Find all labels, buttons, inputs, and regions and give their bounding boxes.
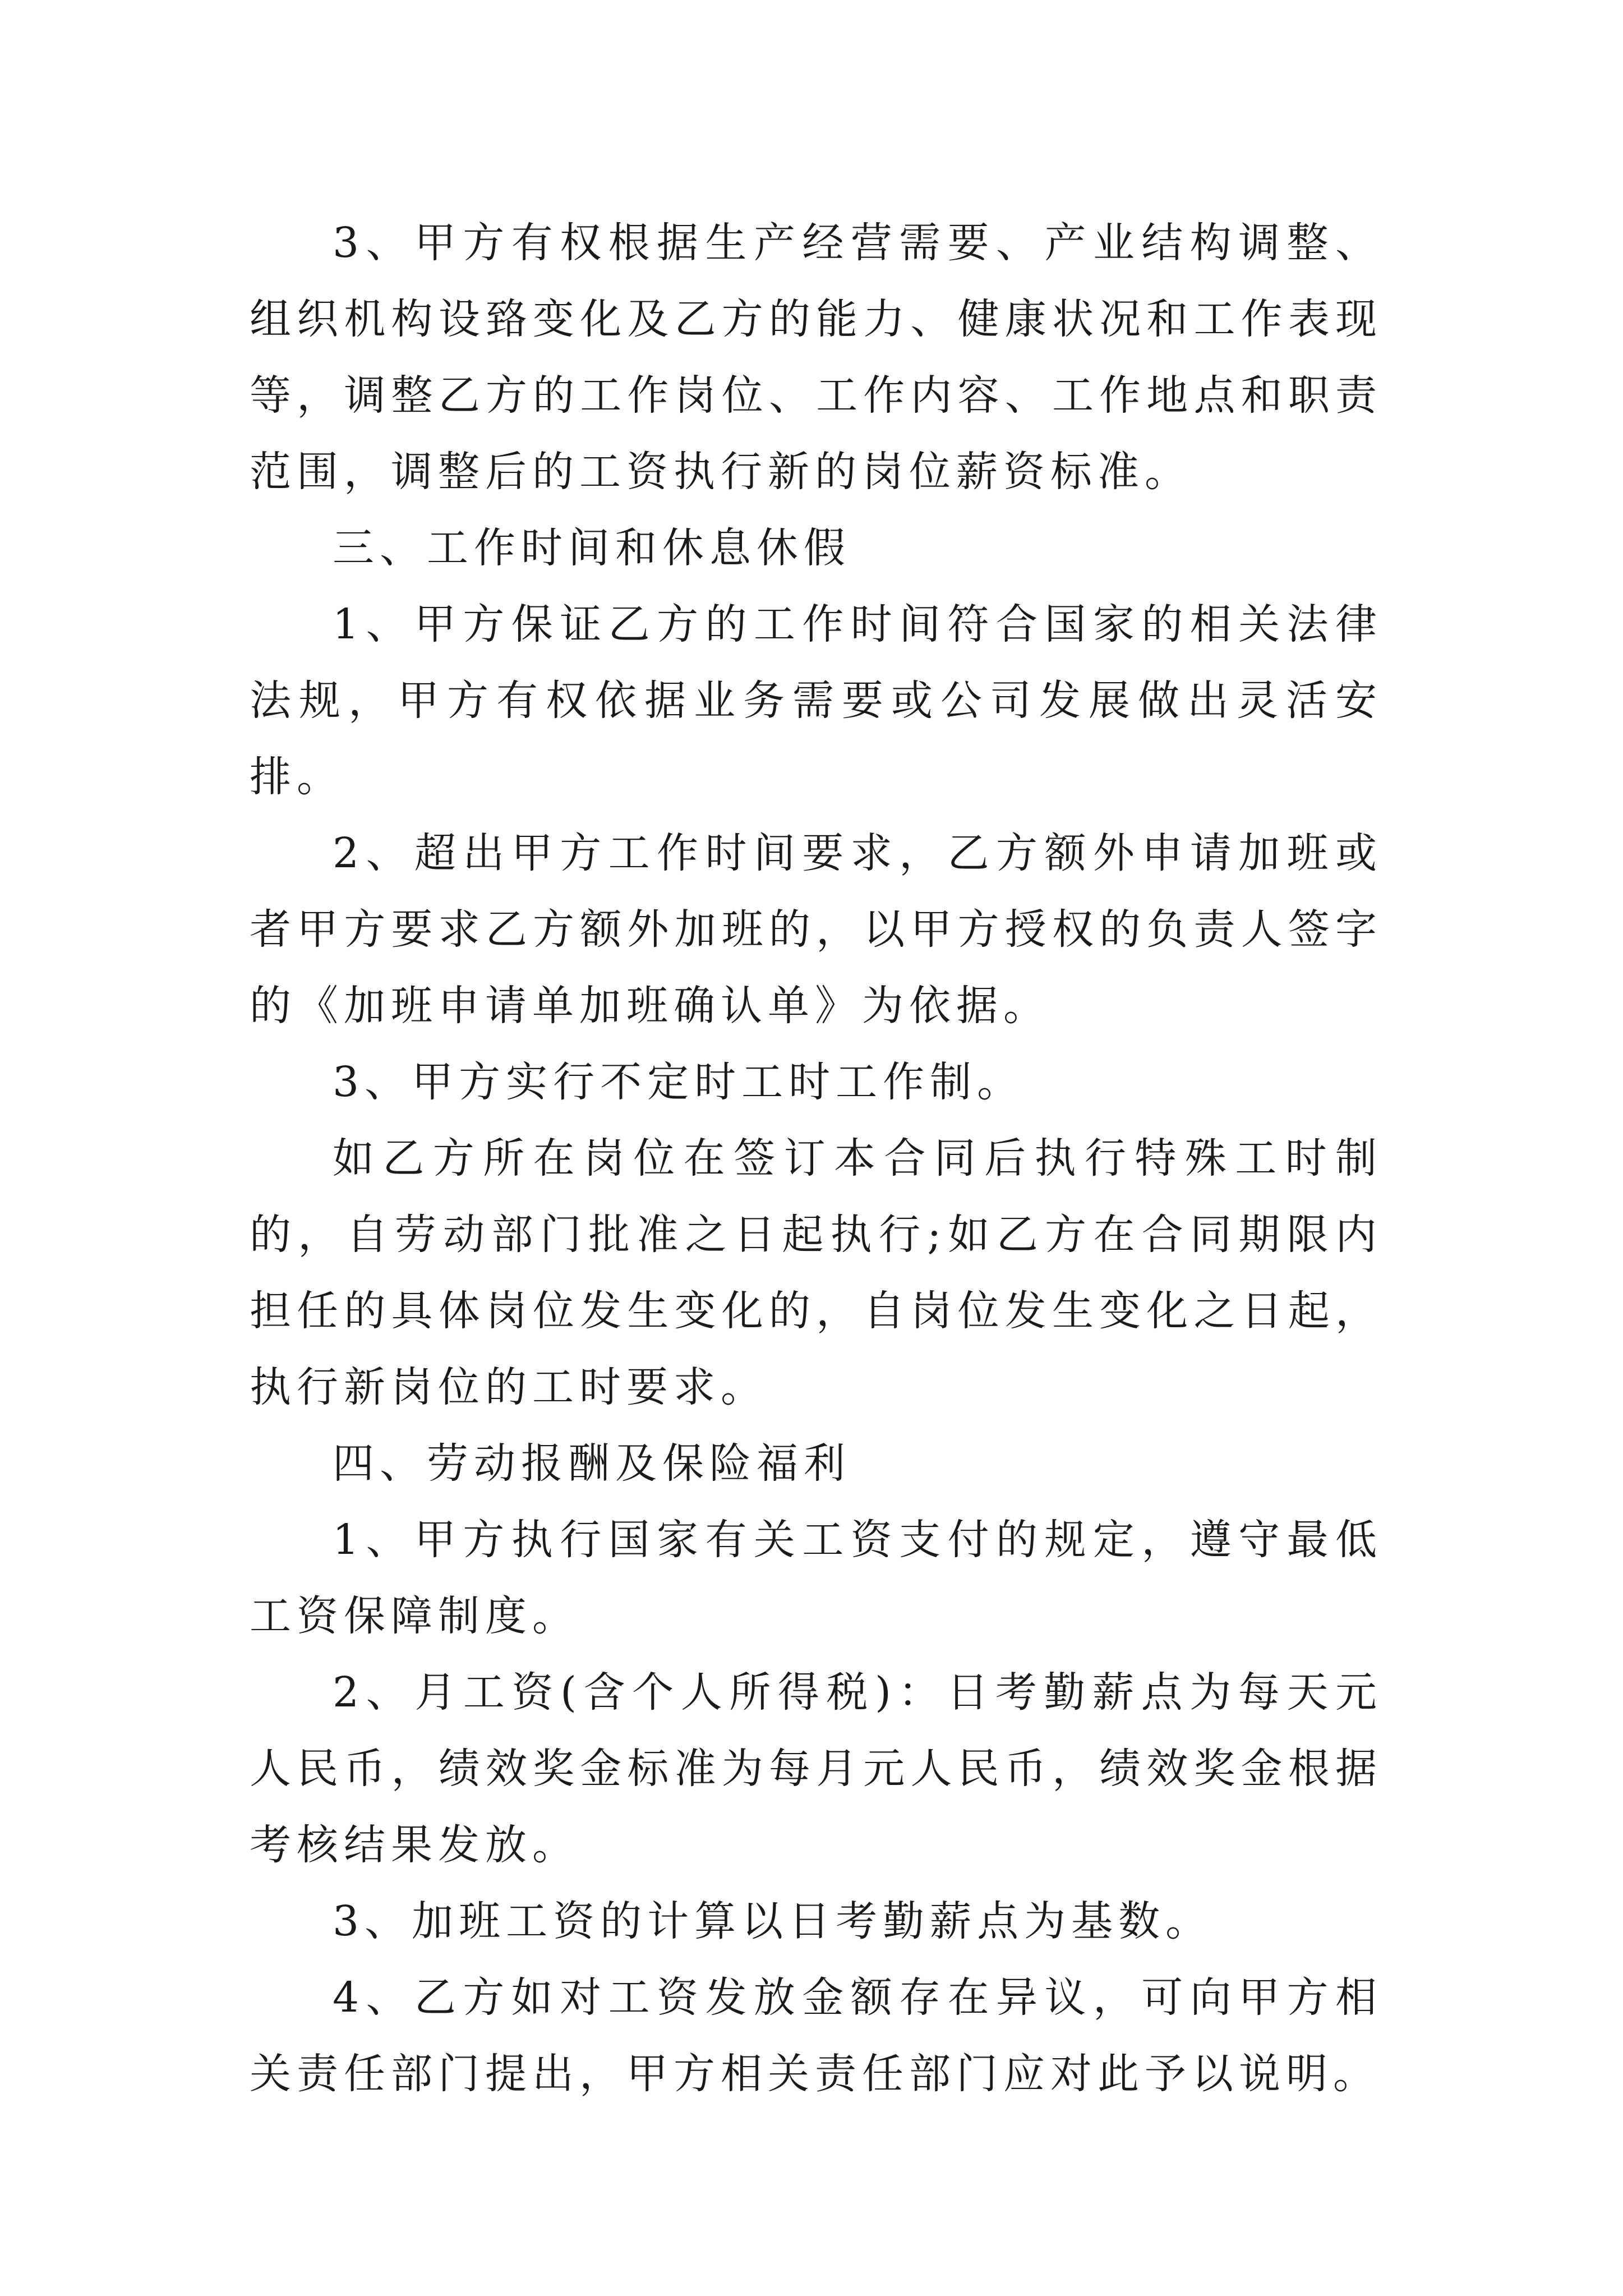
section-heading-remuneration: 四、劳动报酬及保险福利 (333, 1439, 851, 1488)
section-heading-working-hours: 三、工作时间和休息休假 (333, 524, 851, 572)
clause-2-monthly-salary: 2、月工资(含个人所得税)：日考勤薪点为每天元人民币，绩效奖金标准为每月元人民币，绩效奖金根据考核结果发放。 (250, 1668, 1382, 1869)
clause-2-overtime: 2、超出甲方工作时间要求，乙方额外申请加班或者甲方要求乙方额外加班的，以甲方授权的负责人签字的《加班申请单加班确认单》为依据。 (250, 829, 1382, 1030)
document-body (250, 205, 1382, 2112)
clause-special-hours: 如乙方所在岗位在签订本合同后执行特殊工时制的，自劳动部门批准之日起执行;如乙方在合同期限内担任的具体岗位发生变化的，自岗位发生变化之日起，执行新岗位的工时要求。 (250, 1134, 1382, 1411)
clause-1-working-time: 1、甲方保证乙方的工作时间符合国家的相关法律法规，甲方有权依据业务需要或公司发展做出灵活安排。 (250, 600, 1382, 801)
clause-3-job-adjustment: 3、甲方有权根据生产经营需要、产业结构调整、组织机构设臵变化及乙方的能力、健康状况和工作表现等，调整乙方的工作岗位、工作内容、工作地点和职责范围，调整后的工资执行新的岗位薪资标准。 (250, 219, 1382, 496)
clause-4-salary-dispute: 4、乙方如对工资发放金额存在异议，可向甲方相关责任部门提出，甲方相关责任部门应对此予以说明。 (250, 1973, 1382, 2098)
clause-3-overtime-pay: 3、加班工资的计算以日考勤薪点为基数。 (333, 1897, 1213, 1945)
clause-3-flexible-hours: 3、甲方实行不定时工时工作制。 (333, 1058, 1025, 1106)
clause-1-minimum-wage: 1、甲方执行国家有关工资支付的规定，遵守最低工资保障制度。 (250, 1516, 1382, 1640)
